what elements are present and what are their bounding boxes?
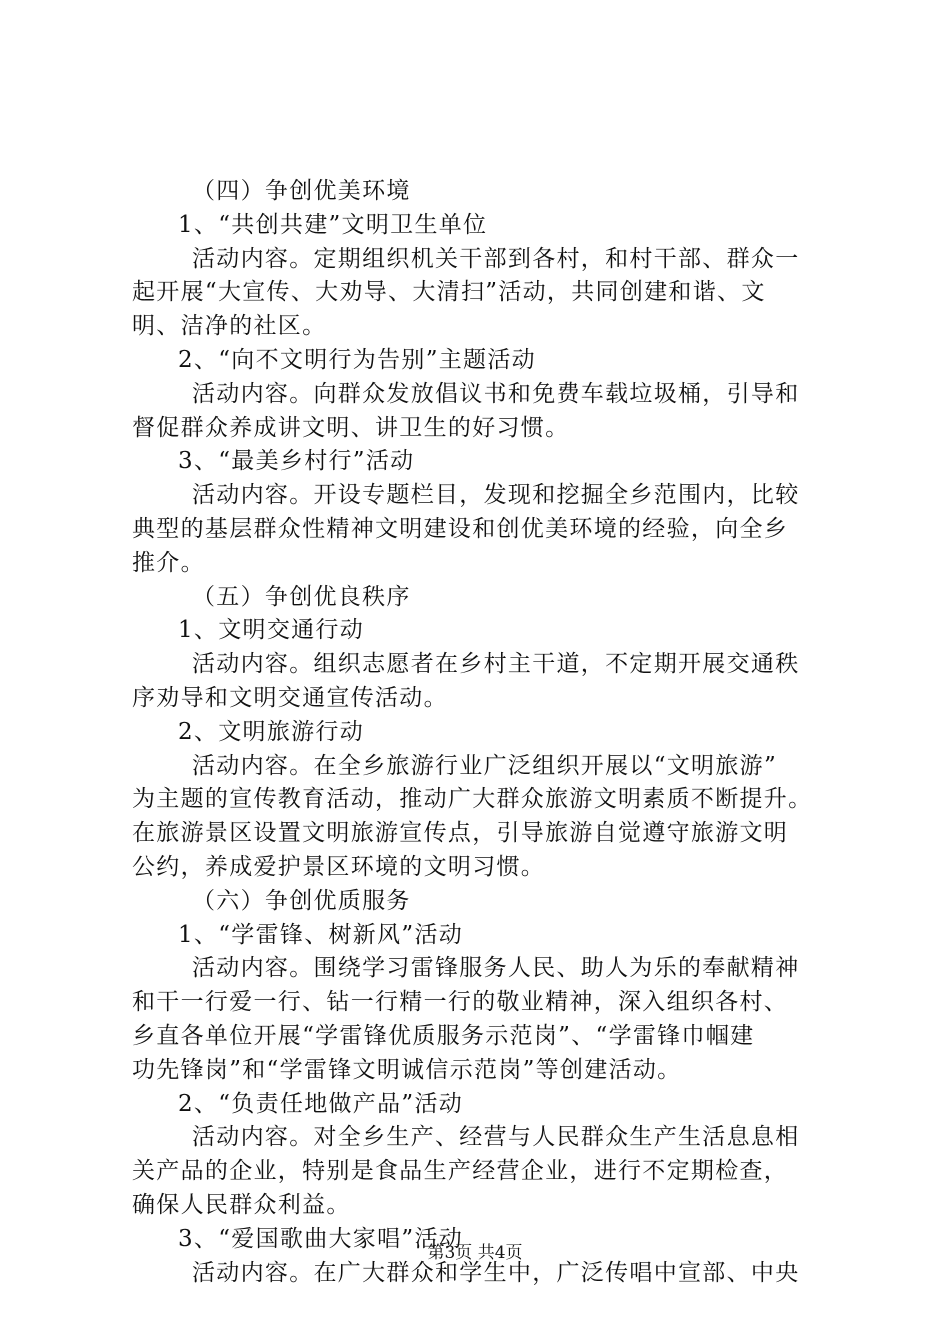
text-line: 明、洁净的社区。 [132,313,327,340]
text-line: 活动内容。向群众发放倡议书和免费车载垃圾桶，引导和 [192,380,800,407]
text-line: 1、“共创共建”文明卫生单位 [178,211,488,238]
text-line: （五）争创优良秩序 [192,583,411,610]
text-line: 2、“向不文明行为告别”主题活动 [178,346,536,373]
text-line: 在旅游景区设置文明旅游宣传点，引导旅游自觉遵守旅游文明 [132,820,789,847]
text-line: 关产品的企业，特别是食品生产经营企业，进行不定期检查， [132,1158,789,1185]
text-line: 乡直各单位开展“学雷锋优质服务示范岗”、“学雷锋巾帼建 [132,1022,755,1049]
page-footer: 第3页 共4页 [427,1243,523,1263]
document-body [132,175,832,1290]
text-line: 活动内容。围绕学习雷锋服务人民、助人为乐的奉献精神 [192,955,800,982]
text-line: 活动内容。定期组织机关干部到各村，和村干部、群众一 [192,245,800,272]
text-line: 督促群众养成讲文明、讲卫生的好习惯。 [132,414,570,441]
text-line: 1、文明交通行动 [178,617,365,644]
text-line: 1、“学雷锋、树新风”活动 [178,921,464,948]
text-line: （四）争创优美环境 [192,178,411,204]
text-line: 推介。 [132,549,205,576]
text-line: 序劝导和文明交通宣传活动。 [132,684,448,711]
text-line: 3、“最美乡村行”活动 [178,448,415,475]
text-line: 为主题的宣传教育活动，推动广大群众旅游文明素质不断提升。 [132,786,813,813]
text-line: 公约，养成爱护景区环境的文明习惯。 [132,853,546,880]
text-line: 典型的基层群众性精神文明建设和创优美环境的经验，向全乡 [132,515,789,542]
text-line: 3、“爱国歌曲大家唱”活动 [178,1225,464,1252]
text-line: 和干一行爱一行、钻一行精一行的敬业精神，深入组织各村、 [132,989,789,1016]
text-line: 2、“负责任地做产品”活动 [178,1090,464,1117]
text-line: 起开展“大宣传、大劝导、大清扫”活动，共同创建和谐、文 [132,279,766,306]
text-line: 活动内容。对全乡生产、经营与人民群众生产生活息息相 [192,1124,800,1151]
text-line: 功先锋岗”和“学雷锋文明诚信示范岗”等创建活动。 [132,1056,682,1083]
text-line: 确保人民群众利益。 [132,1191,351,1218]
text-line: （六）争创优质服务 [192,887,411,914]
text-line: 活动内容。组织志愿者在乡村主干道，不定期开展交通秩 [192,651,800,678]
text-line: 活动内容。开设专题栏目，发现和挖掘全乡范围内，比较 [192,482,800,509]
text-line: 活动内容。在全乡旅游行业广泛组织开展以“文明旅游” [192,752,778,779]
text-line: 2、文明旅游行动 [178,718,365,745]
text-line: 活动内容。在广大群众和学生中，广泛传唱中宣部、中央 [192,1259,800,1286]
